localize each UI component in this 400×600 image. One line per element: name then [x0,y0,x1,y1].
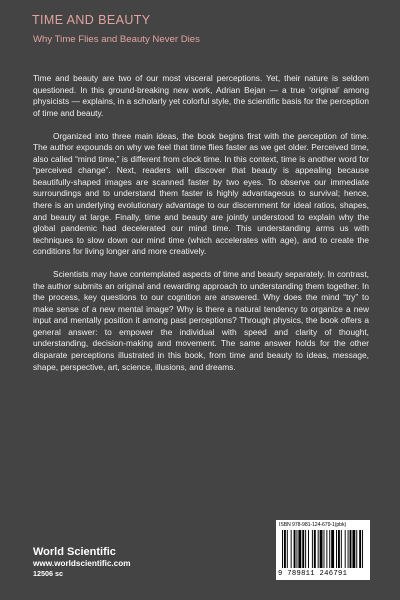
blurb-paragraph-1: Time and beauty are two of our most visceral perceptions. Yet, their nature is seldom questioned. In this ground-breaking new work, Adrian Bejan — a true ‘original’ among physicists — explains, in a scholarly yet colorful style, the scientific basis for the perception of time and beauty. [33,73,369,118]
barcode-bars [282,530,364,568]
blurb-paragraph-3: Scientists may have contemplated aspects of time and beauty separately. In contrast, the author submits an original and rewarding approach to understanding them together. In the process, key questions to our cognition are answered. Why does the mind “try” to make sense of a new mental image? Why is there a natural tendency to organize a new input and mentally position it among past perceptions? Through physics, the book offers a general answer: to empower the individual with speed and clarity of thought, understanding, decision-making and movement. The same answer holds for the other disparate perceptions illustrated in this book, from time and beauty to ideas, message, shape, perspective, art, science, illusions, and dreams. [33,269,369,372]
blurb [33,73,369,385]
isbn-barcode [276,520,370,580]
publisher-url: www.worldscientific.com [33,559,131,568]
publisher-block [33,546,131,579]
book-title: TIME AND BEAUTY [32,13,151,27]
publisher-name: World Scientific [33,546,116,558]
product-code: 12506 sc [33,569,63,578]
blurb-paragraph-2: Organized into three main ideas, the book begins first with the perception of time. The author expounds on why we feel that time flies faster as we get older. Perceived time, also called “mind time,” is different from clock time. In this context, time is another word for “perceived change”. Next, readers will discover that beauty is appealing because beautifully-shaped images are scanned faster by two eyes. To observe our immediate surroundings and to understand them faster is highly advantageous to survival; hence, there is an underlying evolutionary advantage to our discernment for ideal ratios, shapes, and beauty at large. Finally, time and beauty are jointly understood to explain why the global pandemic had decelerated our mind time. This understanding arms us with techniques to slow down our mind time (which accelerates with age), and to create the conditions for living longer and more creatively. [33,130,369,257]
barcode-digits: 9 789811 246791 [278,570,348,578]
book-subtitle: Why Time Flies and Beauty Never Dies [33,34,200,45]
isbn-label: ISBN 978-981-124-679-1(pbk) [279,522,347,528]
